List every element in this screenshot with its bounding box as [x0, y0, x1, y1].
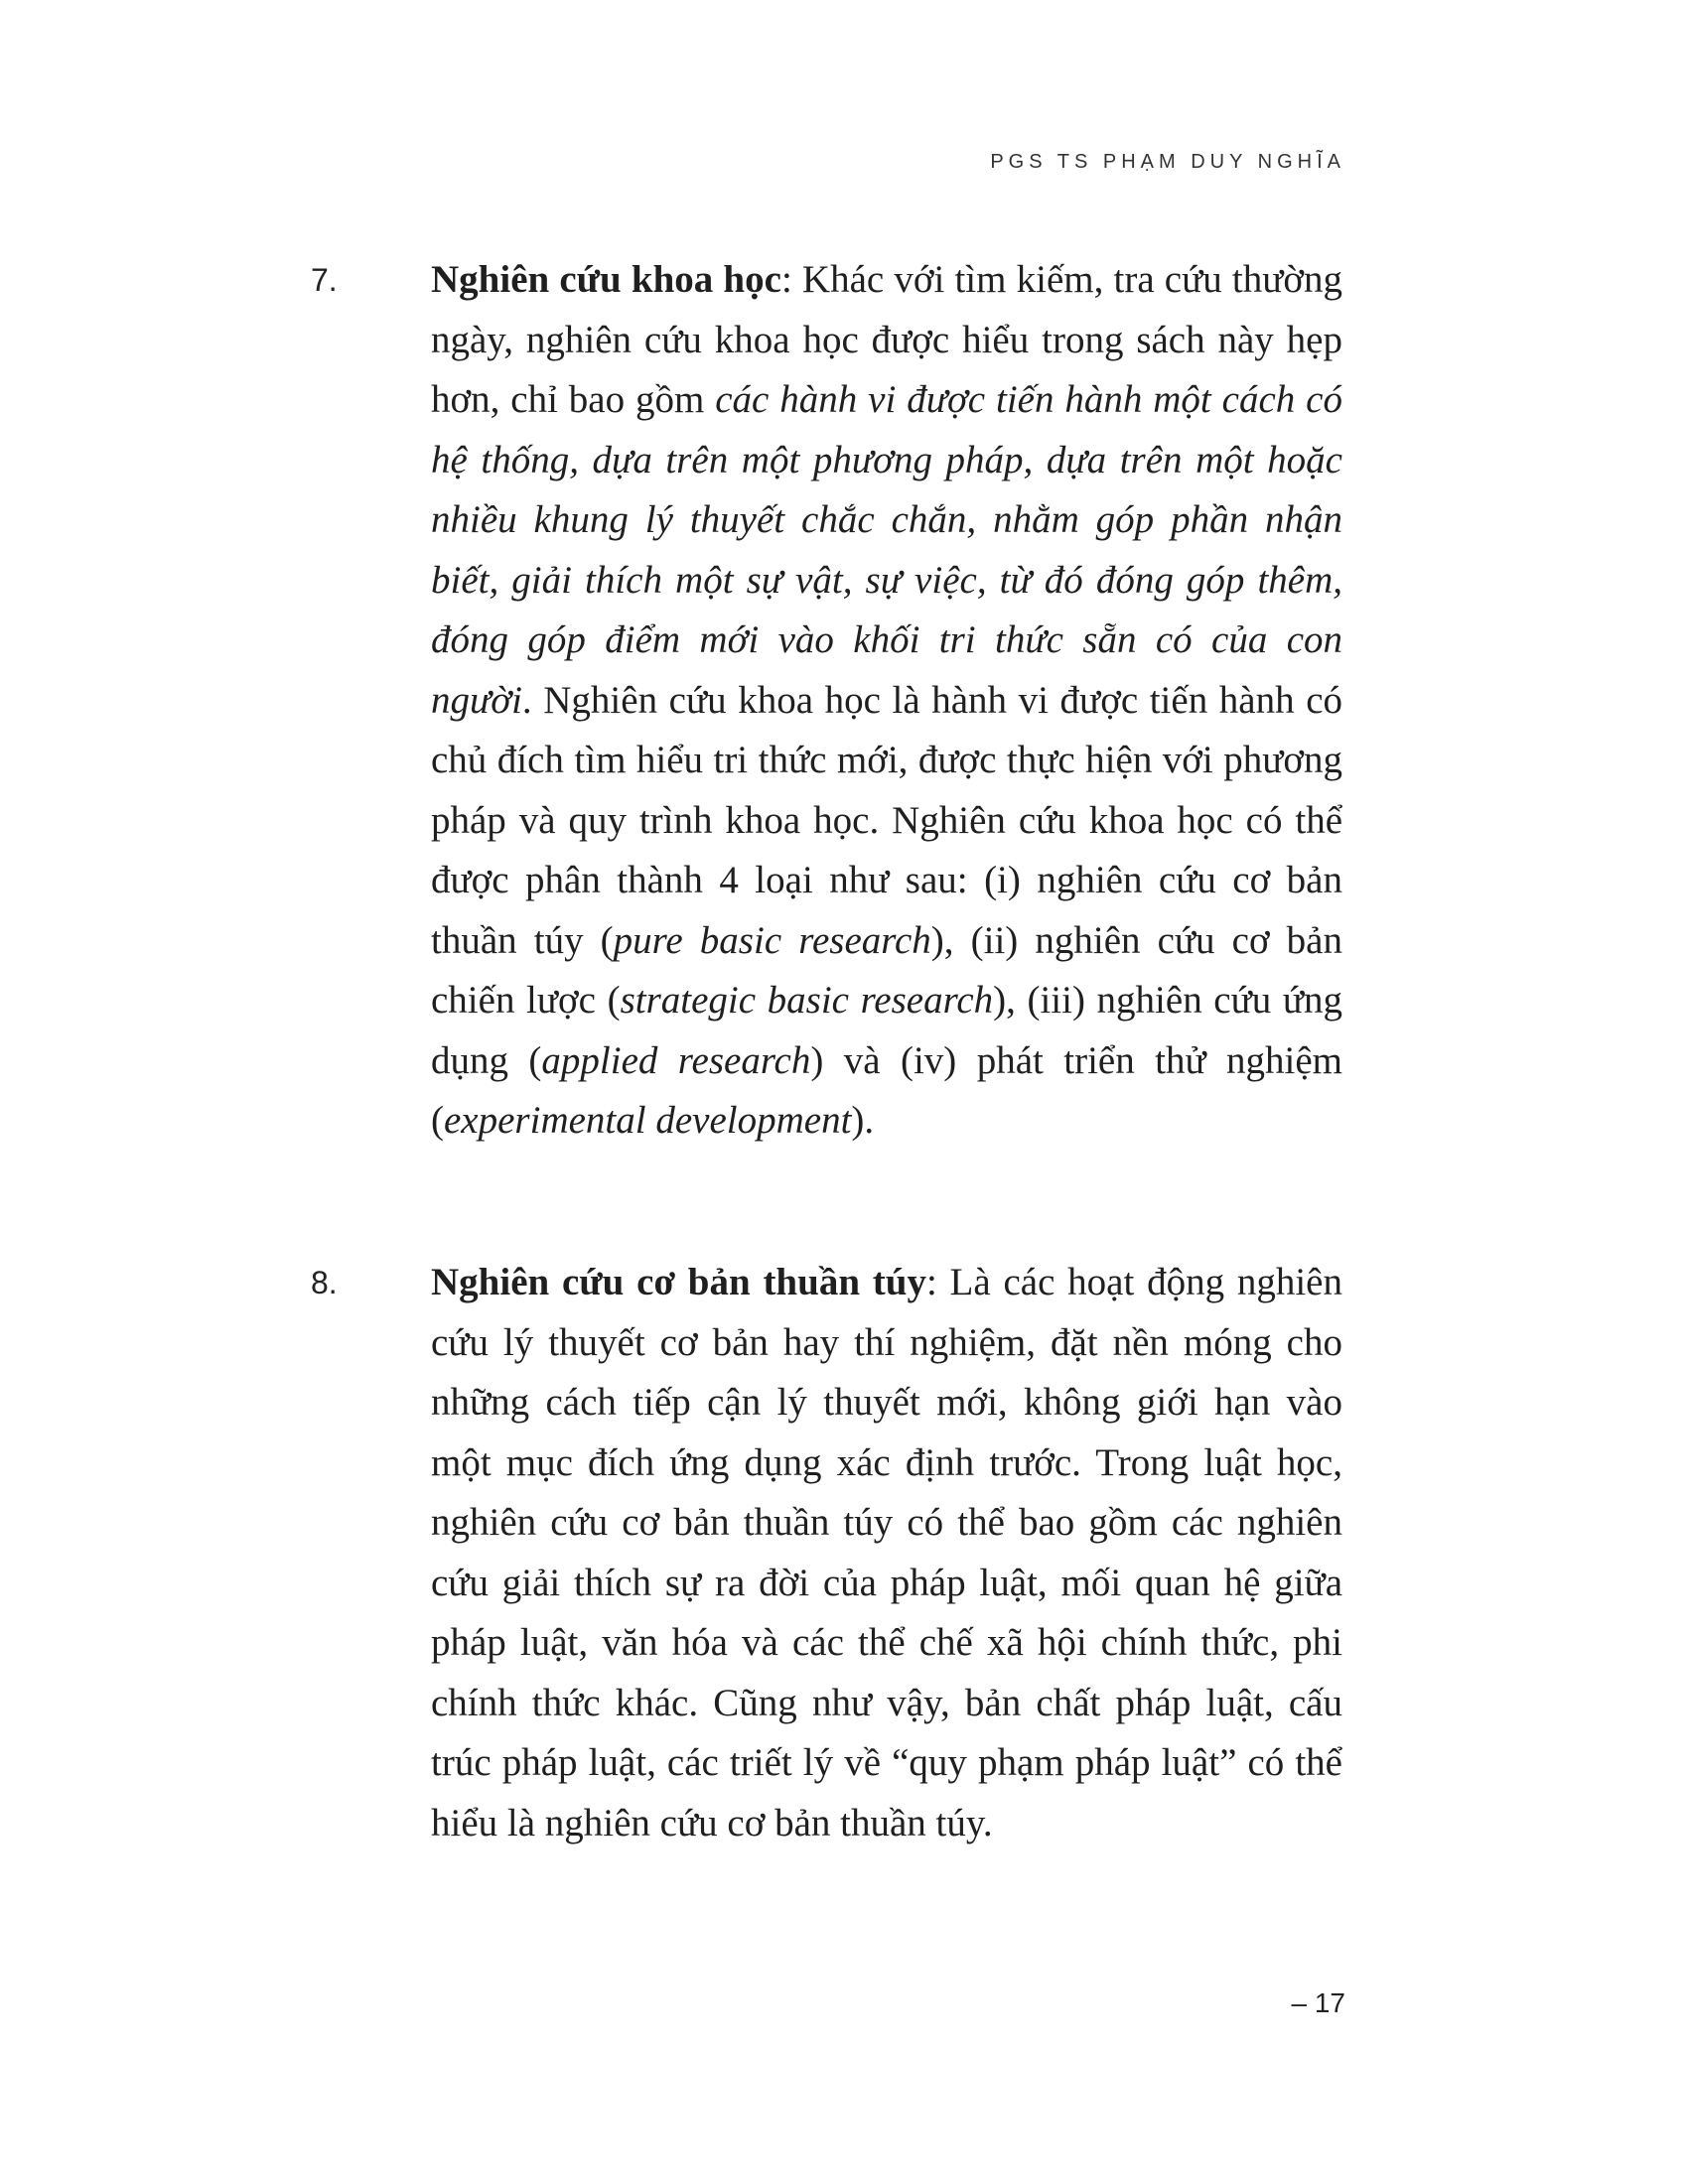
definition-entry-8	[311, 1253, 1343, 1853]
body-text: : Là các hoạt động nghiên cứu lý thuyết cơ bản hay thí nghiệm, đặt nền móng cho những cách tiếp cận lý thuyết mới, không giới hạn vào một mục đích ứng dụng xác định trước. Trong luật học, nghiên cứu cơ bản thuần túy có thể bao gồm các nghiên cứu giải thích sự ra đời của pháp luật, mối quan hệ giữa pháp luật, văn hóa và các thể chế xã hội chính thức, phi chính thức khác. Cũng như vậy, bản chất pháp luật, cấu trúc pháp luật, các triết lý về “quy phạm pháp luật” có thể hiểu là nghiên cứu cơ bản thuần túy.	[431, 1261, 1342, 1844]
term-heading: Nghiên cứu cơ bản thuần túy	[431, 1261, 926, 1303]
body-text: ) và (iv) phát triển thử nghiệm (	[431, 1038, 1342, 1142]
body-text: ), (ii) nghiên cứu cơ bản chiến lược (	[431, 918, 1342, 1022]
running-header: PGS TS PHẠM DUY NGHĨA	[990, 151, 1345, 173]
english-term: applied research	[541, 1038, 811, 1082]
english-term: strategic basic research	[620, 979, 994, 1022]
page-number: – 17	[1291, 1987, 1345, 2018]
entry-number: 7.	[311, 262, 338, 298]
entry-body	[431, 250, 1342, 1152]
english-term: pure basic research	[613, 918, 931, 962]
entry-number: 8.	[311, 1265, 338, 1300]
definition-entry-7	[311, 250, 1343, 1152]
term-heading: Nghiên cứu khoa học	[431, 258, 781, 301]
body-text: ).	[851, 1099, 875, 1142]
entry-body	[431, 1253, 1342, 1853]
english-term: experimental development	[444, 1099, 852, 1142]
body-text: : Khác với tìm kiếm, tra cứu thường ngày, nghiên cứu khoa học được hiểu trong sách này hẹp hơn, chỉ bao gồm	[431, 258, 1342, 421]
body-text: ), (iii) nghiên cứu ứng dụng (	[431, 979, 1342, 1082]
body-text: . Nghiên cứu khoa học là hành vi được tiến hành có chủ đích tìm hiểu tri thức mới, được thực hiện với phương pháp và quy trình khoa học. Nghiên cứu khoa học có thể được phân thành 4 loại như sau: (i) nghiên cứu cơ bản thuần túy (	[431, 678, 1342, 962]
italic-definition: các hành vi được tiến hành một cách có hệ thống, dựa trên một phương pháp, dựa trên một hoặc nhiều khung lý thuyết chắc chắn, nhằm góp phần nhận biết, giải thích một sự vật, sự việc, từ đó đóng góp thêm, đóng góp điểm mới vào khối tri thức sẵn có của con người	[431, 378, 1342, 722]
